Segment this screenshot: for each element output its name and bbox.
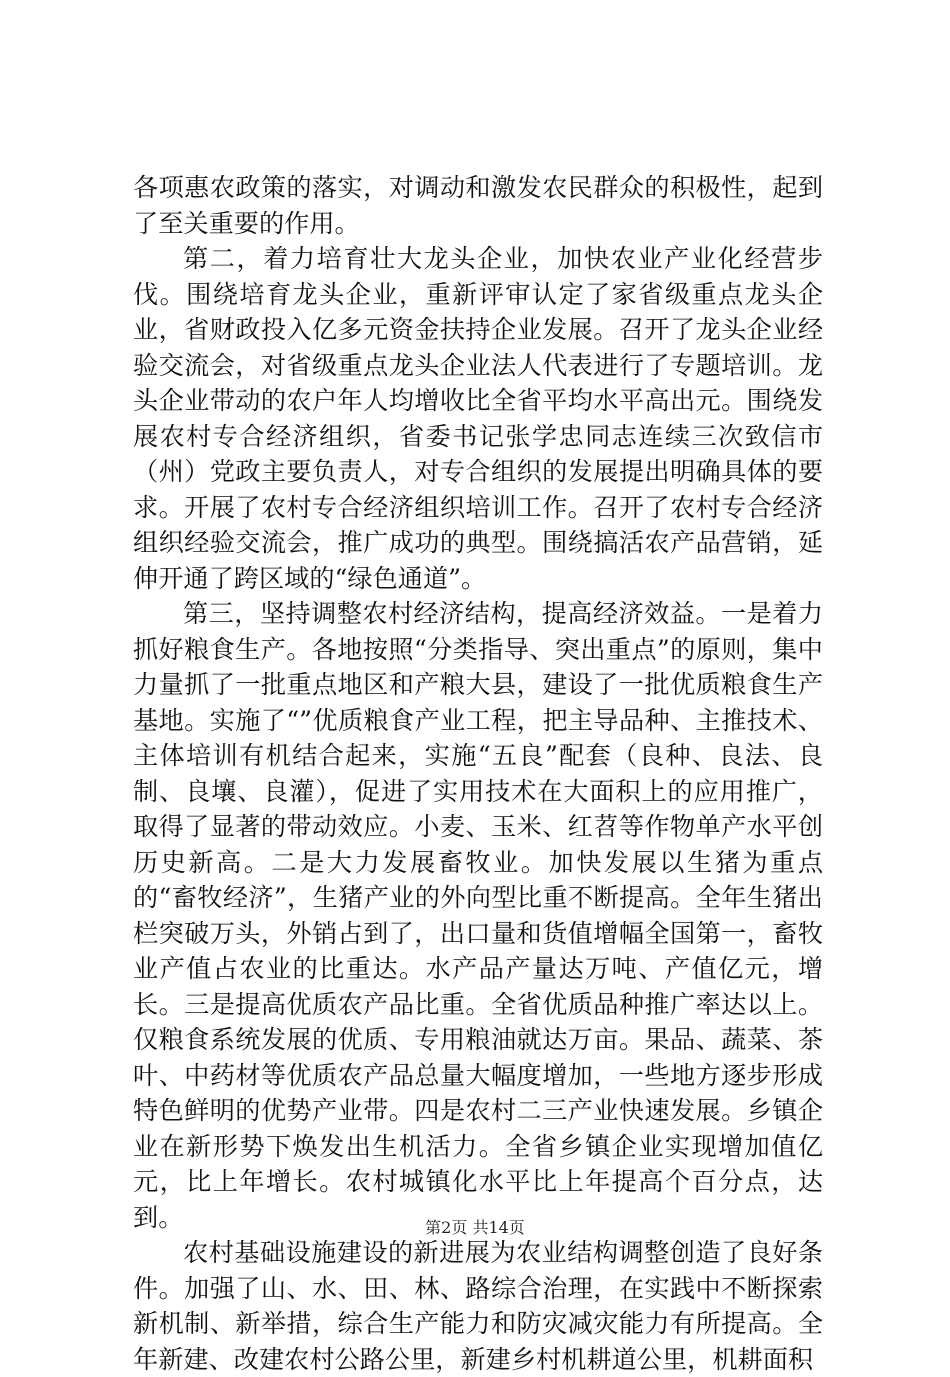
page-footer: 第2页 共14页 bbox=[425, 1218, 525, 1237]
paragraph-1: 各项惠农政策的落实，对调动和激发农民群众的积极性，起到了至关重要的作用。 bbox=[133, 173, 823, 238]
paragraph-2: 第二，着力培育壮大龙头企业，加快农业产业化经营步伐。围绕培育龙头企业，重新评审认定了家省级重点龙头企业，省财政投入亿多元资金扶持企业发展。召开了龙头企业经验交流会，对省级重点龙头企业法人代表进行了专题培训。龙头企业带动的农户年人均增收比全省平均水平高出元。围绕发展农村专合经济组织，省委书记张学忠同志连续三次致信市（州）党政主要负责人，对专合组织的发展提出明确具体的要求。开展了农村专合经济组织培训工作。召开了农村专合经济组织经验交流会，推广成功的典型。围绕搞活农产品营销，延伸开通了跨区域的“绿色通道”。 bbox=[133, 244, 823, 593]
body-text bbox=[133, 170, 823, 1377]
paragraph-4: 农村基础设施建设的新进展为农业结构调整创造了良好条件。加强了山、水、田、林、路综合治理，在实践中不断探索新机制、新举措，综合生产能力和防灾减灾能力有所提高。全年新建、改建农村公路公里，新建乡村机耕道公里，机耕面积 bbox=[133, 1238, 823, 1374]
paragraph-3: 第三，坚持调整农村经济结构，提高经济效益。一是着力抓好粮食生产。各地按照“分类指导、突出重点”的原则，集中力量抓了一批重点地区和产粮大县，建设了一批优质粮食生产基地。实施了“”优质粮食产业工程，把主导品种、主推技术、主体培训有机结合起来，实施“五良”配套（良种、良法、良制、良壤、良灌），促进了实用技术在大面积上的应用推广，取得了显著的带动效应。小麦、玉米、红苕等作物单产水平创历史新高。二是大力发展畜牧业。加快发展以生猪为重点的“畜牧经济”，生猪产业的外向型比重不断提高。全年生猪出栏突破万头，外销占到了，出口量和货值增幅全国第一，畜牧业产值占农业的比重达。水产品产量达万吨、产值亿元，增长。三是提高优质农产品比重。全省优质品种推广率达以上。仅粮食系统发展的优质、专用粮油就达万亩。果品、蔬菜、茶叶、中药材等优质农产品总量大幅度增加，一些地方逐步形成特色鲜明的优势产业带。四是农村二三产业快速发展。乡镇企业在新形势下焕发出生机活力。全省乡镇企业实现增加值亿元，比上年增长。农村城镇化水平比上年提高个百分点，达到。 bbox=[133, 599, 823, 1232]
